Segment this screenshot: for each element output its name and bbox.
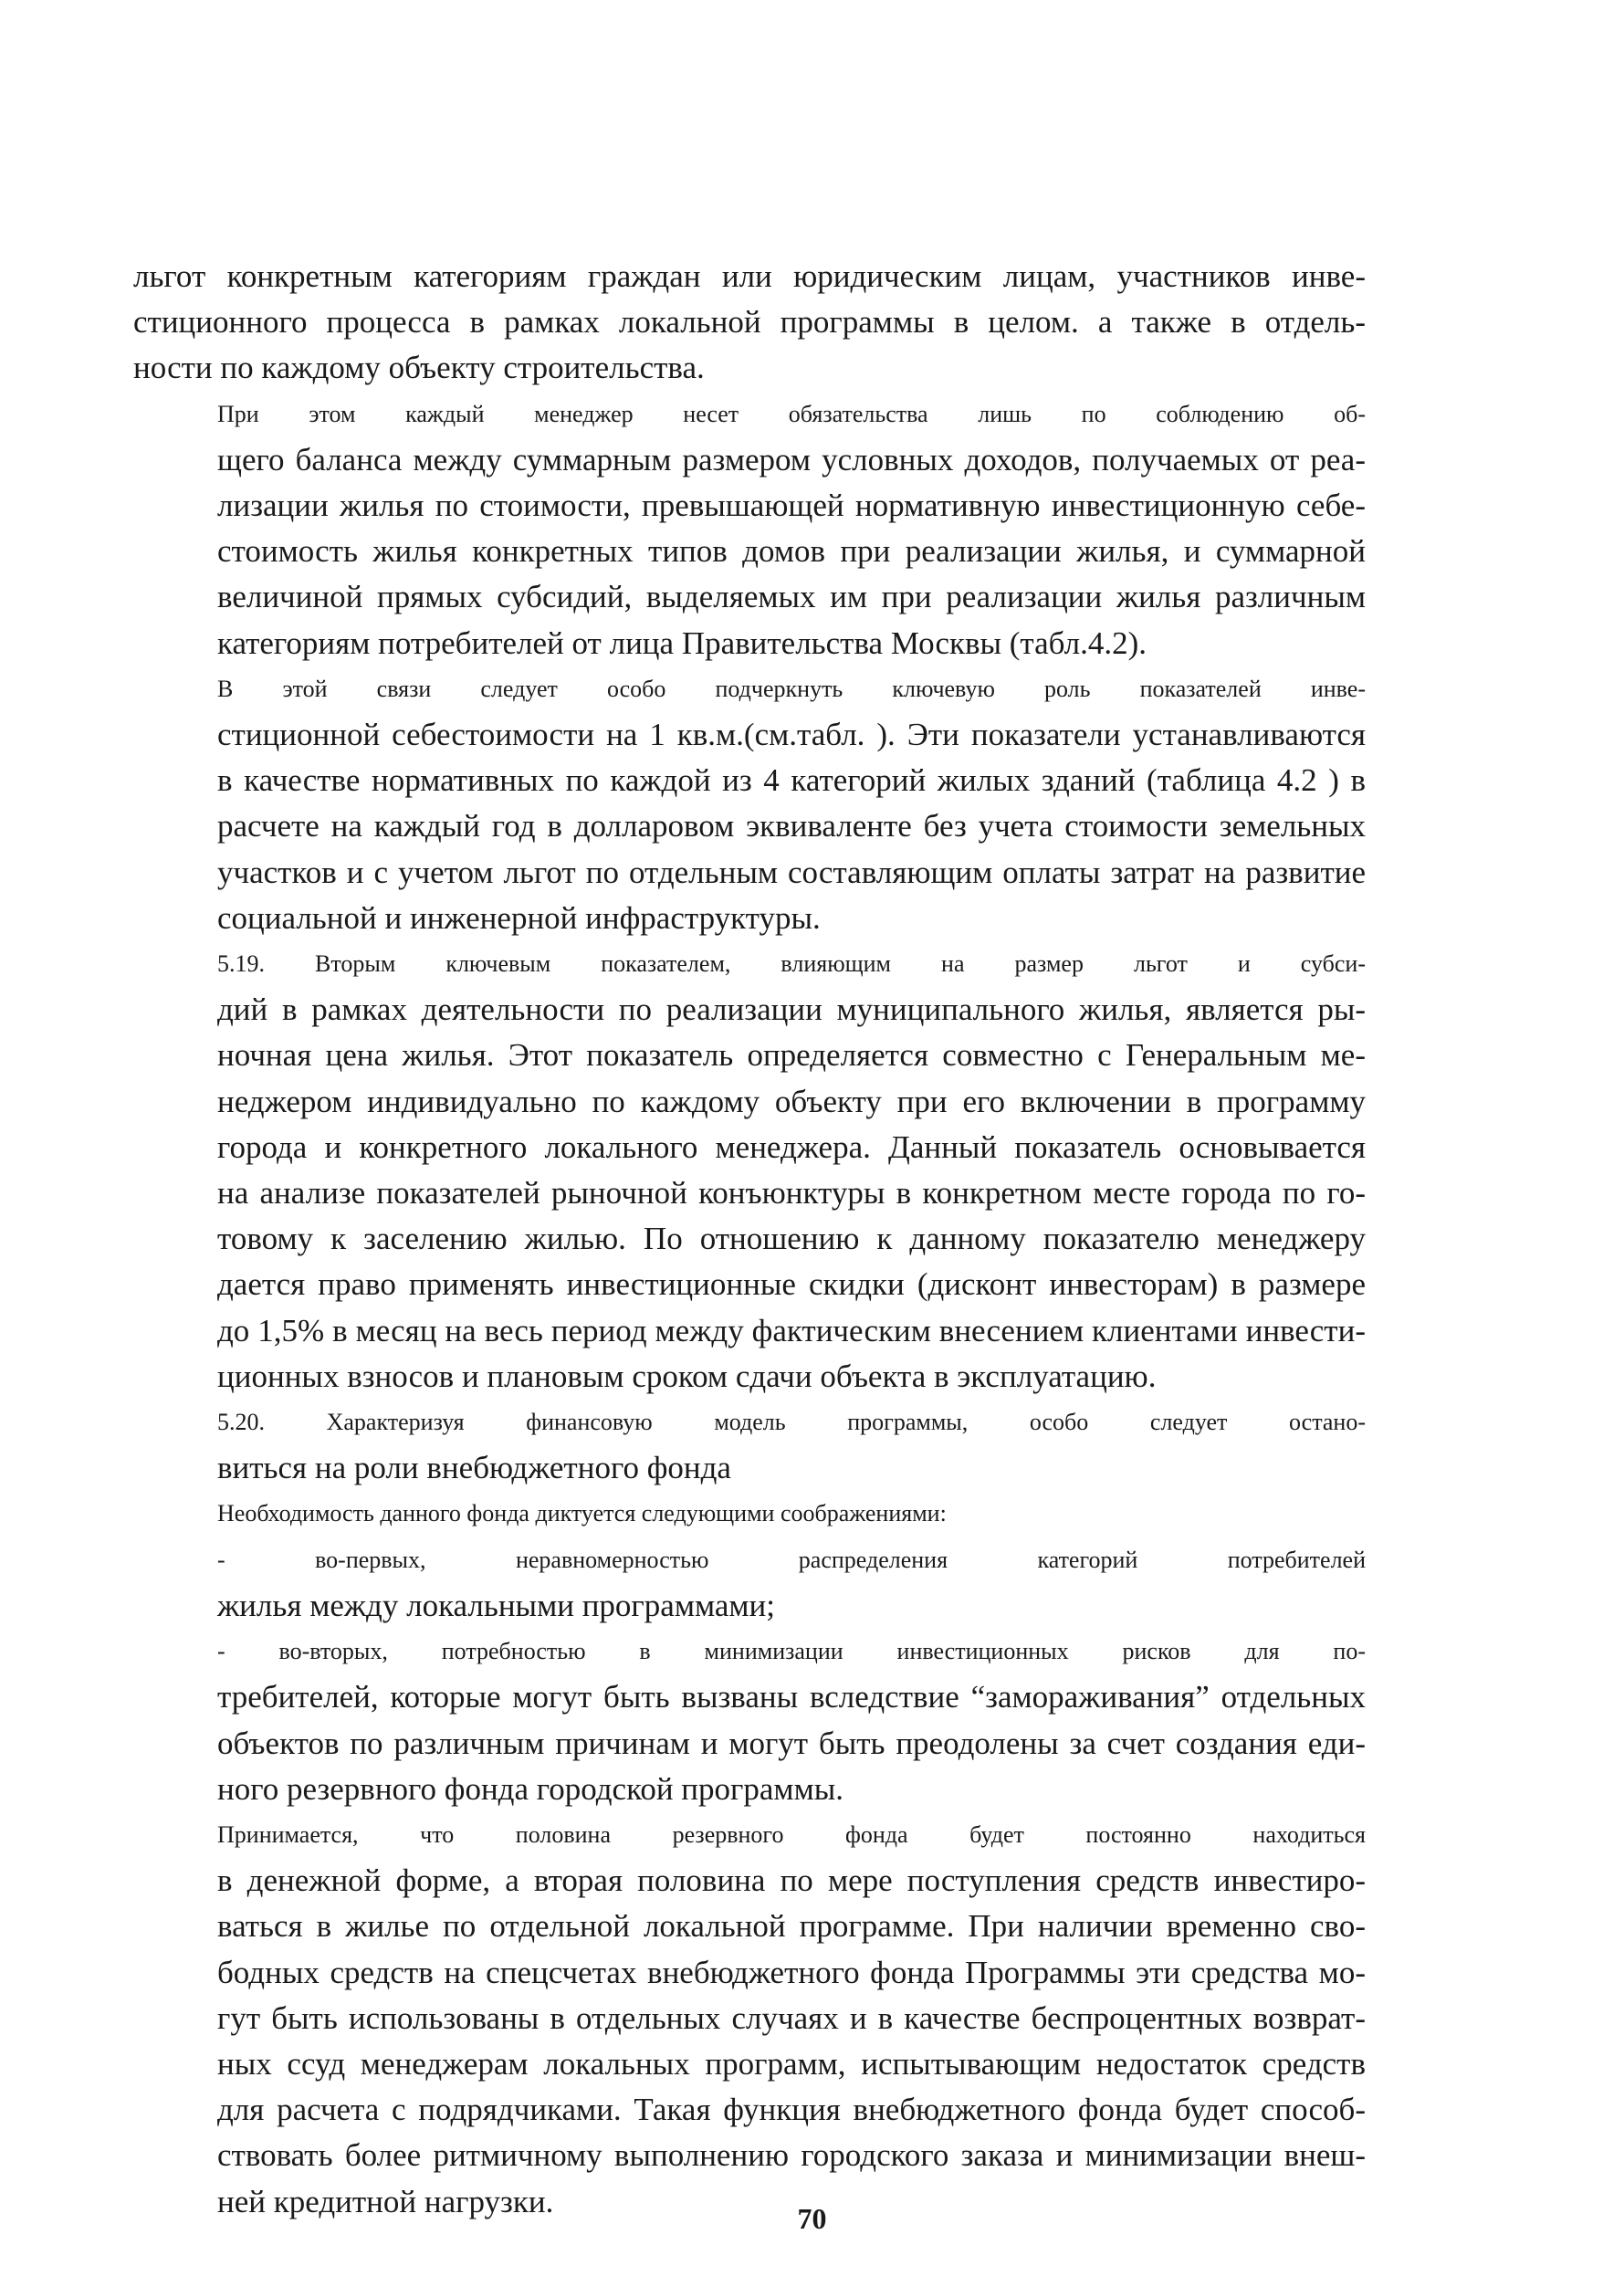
text-line: дий в рамках деятельности по реализации муниципального жилья, является ры-	[217, 991, 1366, 1028]
text-line: ности по каждому объекту строительства.	[133, 350, 705, 386]
text-line: расчете на каждый год в долларовом эквиваленте без учета стоимости земельных	[217, 808, 1366, 845]
text-line: в денежной форме, а вторая половина по мере поступления средств инвестиро-	[217, 1862, 1366, 1899]
document-body	[133, 254, 1366, 2225]
text-line: жилья между локальными программами;	[217, 1587, 776, 1623]
text-line: величиной прямых субсидий, выделяемых им при реализации жилья различным	[217, 579, 1366, 615]
text-line: города и конкретного локального менеджера. Данный показатель основывается	[217, 1128, 1366, 1165]
paragraph	[133, 1491, 1366, 1537]
text-line: льгот конкретным категориям граждан или юридическим лицам, участников инве-	[133, 258, 1366, 294]
paragraph	[133, 1812, 1366, 2225]
text-line: товому к заселению жилью. По отношению к данному показателю менеджеру	[217, 1221, 1366, 1257]
paragraph	[133, 1400, 1366, 1491]
text-line: объектов по различным причинам и могут быть преодолены за счет создания еди-	[217, 1725, 1366, 1761]
text-line: 5.20. Характеризуя финансовую модель программы, особо следует остано-	[217, 1409, 1366, 1436]
text-line: ционных взносов и плановым сроком сдачи объекта в эксплуатацию.	[217, 1358, 1157, 1394]
text-line: дается право применять инвестиционные скидки (дисконт инвесторам) в размере	[217, 1266, 1366, 1303]
text-line: категориям потребителей от лица Правительства Москвы (табл.4.2).	[217, 624, 1147, 661]
text-line: ствовать более ритмичному выполнению городского заказа и минимизации внеш-	[217, 2137, 1366, 2174]
text-line: требителей, которые могут быть вызваны вследствие “замораживания” отдельных	[217, 1679, 1366, 1715]
text-line: лизации жилья по стоимости, превышающей нормативную инвестиционную себе-	[217, 488, 1366, 524]
text-line: до 1,5% в месяц на весь период между фактическим внесением клиентами инвести-	[217, 1312, 1366, 1348]
text-line: стиционного процесса в рамках локальной программы в целом. а также в отдель-	[133, 304, 1366, 341]
text-line: В этой связи следует особо подчеркнуть ключевую роль показателей инве-	[217, 675, 1366, 702]
page-number: 70	[797, 2202, 827, 2235]
text-line: гут быть использованы в отдельных случаях и в качестве беспроцентных возврат-	[217, 1999, 1366, 2036]
text-line: участков и с учетом льгот по отдельным составляющим оплаты затрат на развитие	[217, 854, 1366, 890]
paragraph	[133, 666, 1366, 941]
text-line: виться на роли внебюджетного фонда	[217, 1450, 731, 1486]
paragraph	[133, 1537, 1366, 1629]
text-line: в качестве нормативных по каждой из 4 категорий жилых зданий (таблица 4.2 ) в	[217, 762, 1366, 799]
text-line: Принимается, что половина резервного фонда будет постоянно находиться	[217, 1820, 1366, 1848]
text-line: для расчета с подрядчиками. Такая функция внебюджетного фонда будет способ-	[217, 2092, 1366, 2128]
text-line: стиционной себестоимости на 1 кв.м.(см.табл. ). Эти показатели устанавливаются	[217, 717, 1366, 753]
text-line: стоимость жилья конкретных типов домов при реализации жилья, и суммарной	[217, 533, 1366, 570]
text-line: 5.19. Вторым ключевым показателем, влияющим на размер льгот и субси-	[217, 950, 1366, 978]
text-line: - во-вторых, потребностью в минимизации инвестиционных рисков для по-	[217, 1638, 1366, 1665]
paragraph	[133, 392, 1366, 666]
text-line: ваться в жилье по отдельной локальной программе. При наличии временно сво-	[217, 1908, 1366, 1945]
text-line: ного резервного фонда городской программы.	[217, 1770, 843, 1807]
text-line: социальной и инженерной инфраструктуры.	[217, 899, 821, 936]
paragraph	[133, 941, 1366, 1400]
text-line: неджером индивидуально по каждому объекту при его включении в программу	[217, 1083, 1366, 1119]
text-line: Необходимость данного фонда диктуется следующими соображениями:	[217, 1500, 947, 1527]
text-line: - во-первых, неравномерностью распределения категорий потребителей	[217, 1546, 1366, 1573]
text-line: ных ссуд менеджерам локальных программ, испытывающим недостаток средств	[217, 2045, 1366, 2082]
text-line: ночная цена жилья. Этот показатель определяется совместно с Генеральным ме-	[217, 1037, 1366, 1074]
paragraph	[133, 1629, 1366, 1812]
text-line: на анализе показателей рыночной конъюнктуры в конкретном месте города по го-	[217, 1175, 1366, 1212]
text-line: При этом каждый менеджер несет обязательства лишь по соблюдению об-	[217, 400, 1366, 427]
text-line: ней кредитной нагрузки.	[217, 2183, 554, 2219]
paragraph	[133, 254, 1366, 392]
text-line: бодных средств на спецсчетах внебюджетного фонда Программы эти средства мо-	[217, 1954, 1366, 1990]
text-line: щего баланса между суммарным размером условных доходов, получаемых от реа-	[217, 441, 1366, 477]
